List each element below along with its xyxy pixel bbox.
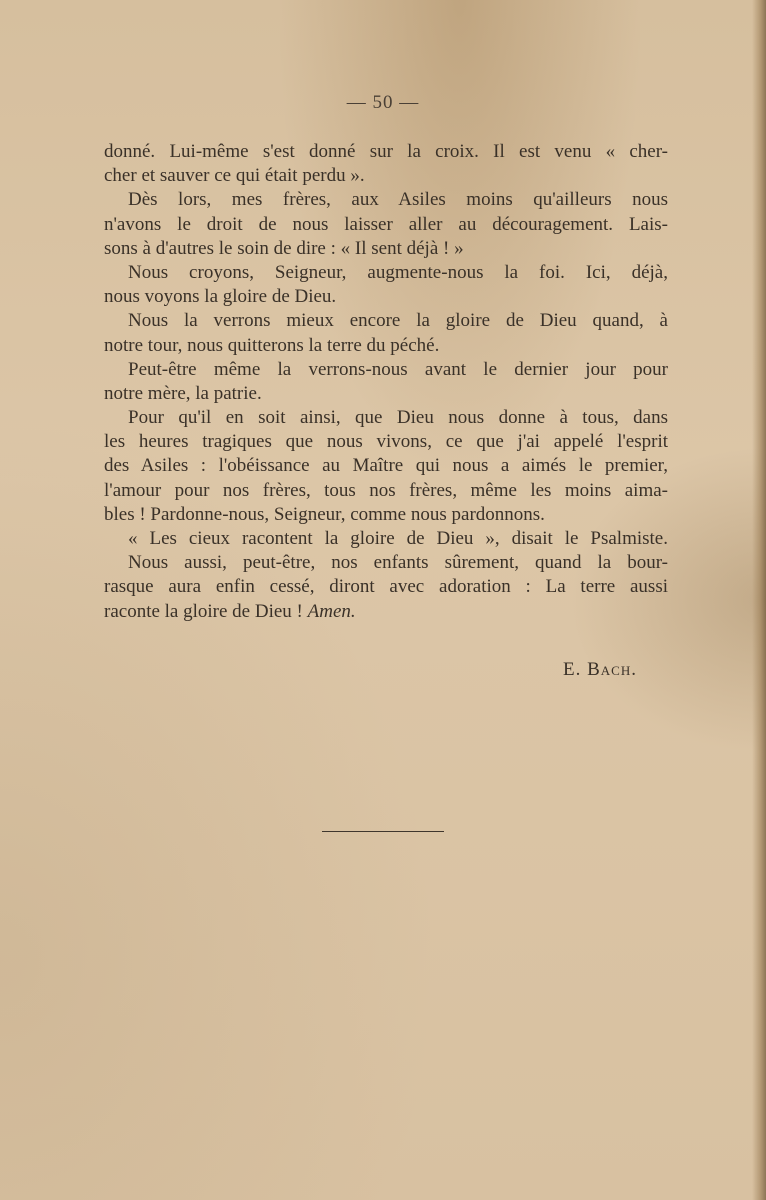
page-edge-shadow [752, 0, 766, 1200]
text-line: Peut-être même la verrons-nous avant le dernier jour pour [128, 358, 668, 380]
text-line: donné. Lui-même s'est donné sur la croix. Il est venu « cher- [104, 141, 668, 162]
end-rule [322, 831, 444, 832]
text-line: Pour qu'il en soit ainsi, que Dieu nous donne à tous, dans [128, 407, 668, 429]
text-line: sons à d'autres le soin de dire : « Il sent déjà ! » [104, 237, 464, 259]
text-line: Dès lors, mes frères, aux Asiles moins qu'ailleurs nous [128, 189, 668, 211]
text-line: n'avons le droit de nous laisser aller au découragement. Lais- [104, 213, 668, 235]
text-line: Nous croyons, Seigneur, augmente-nous la foi. Ici, déjà, [128, 261, 668, 283]
text-line: l'amour pour nos frères, tous nos frères, même les moins aima- [104, 479, 668, 501]
text-line: des Asiles : l'obéissance au Maître qui nous a aimés le premier, [104, 455, 668, 477]
text-line: nous voyons la gloire de Dieu. [104, 286, 337, 308]
signature: E. Bach. [563, 659, 637, 680]
amen-word: Amen. [307, 600, 356, 622]
page-number: — 50 — [346, 92, 420, 113]
text-line-final [104, 600, 668, 624]
text-line: bles ! Pardonne-nous, Seigneur, comme nous pardonnons. [104, 503, 545, 525]
body-text [104, 140, 668, 624]
text-line: notre tour, nous quitterons la terre du péché. [104, 334, 440, 356]
text-line: Nous la verrons mieux encore la gloire de Dieu quand, à [128, 310, 668, 332]
text-line: les heures tragiques que nous vivons, ce que j'ai appelé l'esprit [104, 431, 668, 453]
text-line: « Les cieux racontent la gloire de Dieu », disait le Psalmiste. [128, 528, 668, 549]
text-line: Nous aussi, peut-être, nos enfants sûrement, quand la bour- [128, 552, 668, 574]
text-line: cher et sauver ce qui était perdu ». [104, 165, 365, 187]
final-line-text: raconte la gloire de Dieu ! [104, 600, 303, 622]
text-line: notre mère, la patrie. [104, 382, 262, 404]
text-line: rasque aura enfin cessé, diront avec adoration : La terre aussi [104, 576, 668, 598]
